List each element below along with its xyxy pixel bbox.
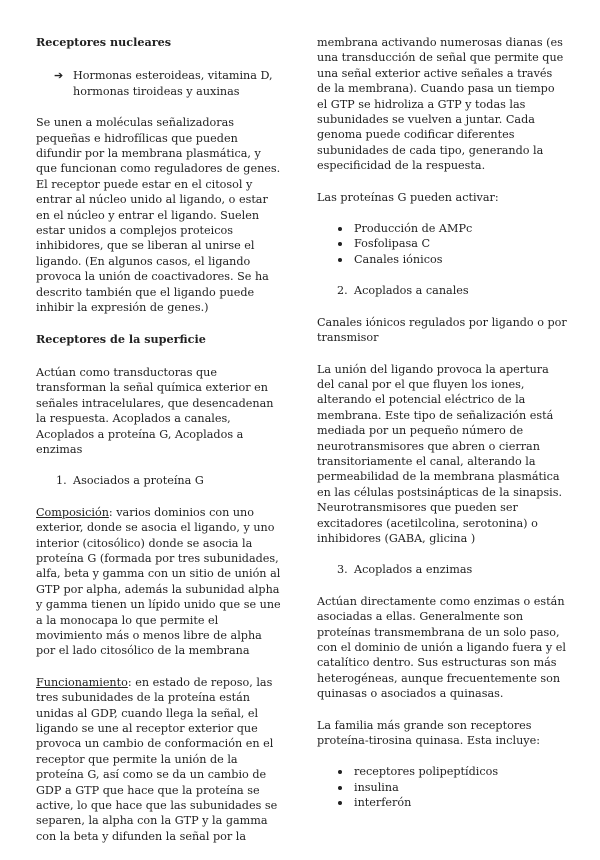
list-item-text: Fosfolipasa C bbox=[354, 237, 431, 251]
paragraph: Las proteínas G pueden activar: bbox=[317, 190, 499, 204]
heading-receptores-nucleares: Receptores nucleares bbox=[36, 35, 172, 49]
numbered-list bbox=[317, 562, 567, 577]
left-column bbox=[36, 35, 282, 860]
list-item-text: Acoplados a enzimas bbox=[354, 563, 473, 577]
list-item bbox=[317, 795, 567, 810]
numbered-list bbox=[36, 473, 282, 488]
list-item bbox=[317, 236, 567, 251]
list-item bbox=[36, 68, 282, 99]
list-item bbox=[317, 252, 567, 267]
list-item-text: Asociados a proteína G bbox=[73, 474, 204, 488]
paragraph: Actúan directamente como enzimas o están asociadas a ellas. Generalmente son proteínas transmembrana de un solo paso, con el dominio de unión a ligando fuera y el catalítico dentro. Sus estructuras son más heterogéneas, aunque frecuentemente son quinasas o asociados a quinasas. bbox=[317, 594, 566, 701]
right-column bbox=[317, 35, 567, 827]
funcionamiento-label: Funcionamiento bbox=[36, 675, 128, 689]
bullet-list bbox=[317, 221, 567, 267]
list-item bbox=[317, 764, 567, 779]
paragraph: membrana activando numerosas dianas (es una transducción de señal que permite que una señal exterior active señales a través de la membrana). Cuando pasa un tiempo el GTP se hidroliza a GTP y todas las subunidades se vuelven a juntar. Cada genoma puede codificar diferentes subunidades de cada tipo, generando la especificidad de la respuesta. bbox=[317, 36, 564, 173]
list-number: 2. bbox=[337, 284, 348, 298]
list-item-text: insulina bbox=[354, 780, 399, 794]
list-item bbox=[36, 473, 282, 488]
list-item-text: interferón bbox=[354, 796, 412, 810]
bullet-icon bbox=[338, 258, 342, 262]
funcionamiento-text: : en estado de reposo, las tres subunidades de la proteína están unidas al GDP, cuando llega la señal, el ligando se une al receptor exterior que provoca un cambio de conformación en el receptor que permite la unión de la proteína G, así como se da un cambio de GDP a GTP que hace que la proteína se active, lo que hace que las subunidades se separen, la alpha con la GTP y la gamma con la beta y difunden la señal por la bbox=[36, 675, 278, 843]
paragraph: Actúan como transductoras que transforman la señal química exterior en señales intracelulares, que desencadenan la respuesta. Acoplados a canales, Acoplados a proteína G, Acoplados a enzimas bbox=[36, 365, 274, 456]
paragraph: Se unen a moléculas señalizadoras pequeñas e hidrofílicas que pueden difundir por la membrana plasmática, y que funcionan como reguladores de genes. El receptor puede estar en el citosol y entrar al núcleo unido al ligando, o estar en el núcleo y entrar el ligando. Suelen estar unidos a complejos proteicos inhibidores, que se liberan al unirse el ligando. (En algunos casos, el ligando provoca la unión de coactivadores. Se ha descrito también que el ligando puede inhibir la expresión de genes.) bbox=[36, 116, 281, 315]
paragraph-composicion bbox=[36, 505, 282, 659]
list-item-text: Producción de AMPc bbox=[354, 222, 473, 236]
arrow-list bbox=[36, 68, 282, 99]
paragraph: Canales iónicos regulados por ligando o por transmisor bbox=[317, 315, 567, 345]
bullet-list bbox=[317, 764, 567, 810]
paragraph-funcionamiento bbox=[36, 675, 282, 844]
numbered-list bbox=[317, 283, 567, 298]
paragraph: La unión del ligando provoca la apertura del canal por el que fluyen los iones, alterando el potencial eléctrico de la membrana. Este tipo de señalización está mediada por un pequeño número de neurotransmisores que abren o cierran transitoriamente el canal, alterando la permeabilidad de la membrana plasmática en las células postsinápticas de la sinapsis. Neurotransmisores que pueden ser excitadores (acetilcolina, serotonina) o inhibidores (GABA, glicina ) bbox=[317, 362, 563, 545]
list-number: 1. bbox=[56, 474, 67, 488]
bullet-icon bbox=[338, 242, 342, 246]
bullet-icon bbox=[338, 801, 342, 805]
heading-receptores-superficie: Receptores de la superficie bbox=[36, 331, 206, 346]
list-item-text: Canales iónicos bbox=[354, 252, 443, 266]
list-item bbox=[317, 283, 567, 298]
list-item-text: Acoplados a canales bbox=[354, 284, 469, 298]
bullet-icon bbox=[338, 786, 342, 790]
list-item-text: Hormonas esteroideas, vitamina D, hormonas tiroideas y auxinas bbox=[73, 69, 273, 98]
composicion-label: Composición bbox=[36, 505, 109, 519]
list-item bbox=[317, 221, 567, 236]
bullet-icon bbox=[338, 770, 342, 774]
paragraph: La familia más grande son receptores proteína-tirosina quinasa. Esta incluye: bbox=[317, 718, 541, 748]
list-item bbox=[317, 562, 567, 577]
list-item-text: receptores polipeptídicos bbox=[354, 765, 499, 779]
arrow-right-icon: ➔ bbox=[54, 69, 64, 83]
composicion-text: : varios dominios con uno exterior, donde se asocia el ligando, y uno interior (citosólico) donde se asocia la proteína G (formada por tres subunidades, alfa, beta y gamma con un sitio de unión al GTP por alpha, además la subunidad alpha y gamma tienen un lípido unido que se une a la monocapa lo que permite el movimiento más o menos libre de alpha por el lado citosólico de la membrana bbox=[36, 505, 281, 658]
bullet-icon bbox=[338, 227, 342, 231]
list-number: 3. bbox=[337, 563, 348, 577]
list-item bbox=[317, 780, 567, 795]
